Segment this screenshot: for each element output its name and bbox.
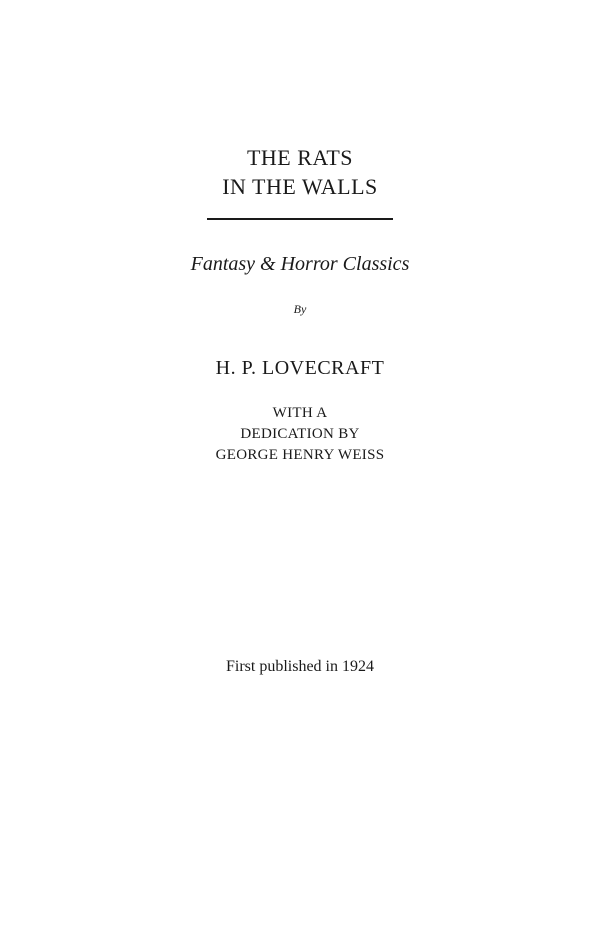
dedication-line-3: GEORGE HENRY WEISS xyxy=(215,447,385,463)
dedication-line-2: DEDICATION BY xyxy=(240,426,360,442)
dedication-line-1: WITH A xyxy=(272,405,328,421)
author-name: H. P. LOVECRAFT xyxy=(215,357,385,379)
book-title-line-2: IN THE WALLS xyxy=(222,174,378,199)
title-divider xyxy=(207,218,393,220)
series-name: Fantasy & Horror Classics xyxy=(190,253,410,275)
dedication-block xyxy=(0,403,600,466)
publication-note: First published in 1924 xyxy=(225,658,374,675)
book-title xyxy=(0,143,600,201)
by-label: By xyxy=(293,302,307,316)
book-title-line-1: THE RATS xyxy=(246,145,354,170)
